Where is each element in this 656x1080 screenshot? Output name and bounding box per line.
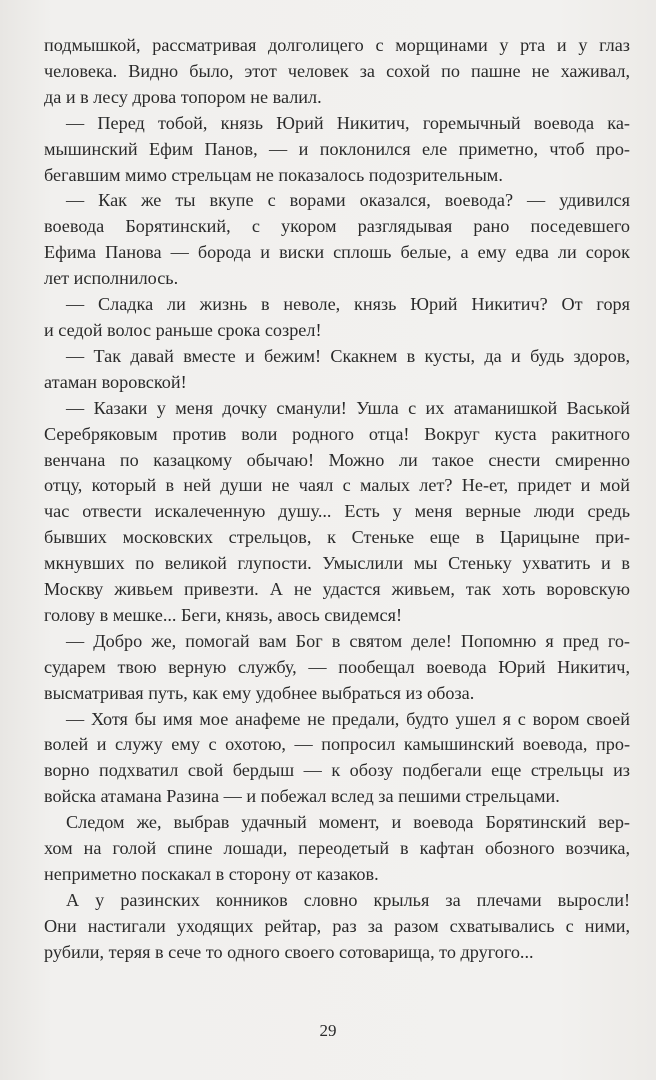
text-line: Москву живьем привезти. А не удастся живьем, так хоть воровскую xyxy=(44,579,630,600)
text-line: Они настигали уходящих рейтар, раз за разом схватывались с ними, xyxy=(44,915,630,936)
text-line: и седой волос раньше срока созрел! xyxy=(44,319,322,340)
text-line: да и в лесу дрова топором не валил. xyxy=(44,86,322,107)
text-line: рубили, теряя в сече то одного своего сотоварища, то другого... xyxy=(44,941,534,962)
text-line: час отвести искалеченную душу... Есть у меня верные люди средь xyxy=(44,501,630,522)
text-line: хом на голой спине лошади, переодетый в кафтан обозного возчика, xyxy=(44,838,630,859)
text-line: Серебряковым против воли родного отца! Вокруг куста ракитного xyxy=(44,423,630,444)
text-line: атаман воровской! xyxy=(44,371,187,392)
text-line: волей и служу ему с охотою, — попросил камышинский воевода, про- xyxy=(44,734,630,755)
text-line: воевода Борятинский, с укором разглядывая рано поседевшего xyxy=(44,216,630,237)
text-line: Следом же, выбрав удачный момент, и воевода Борятинский вер- xyxy=(66,812,630,833)
text-line: — Перед тобой, князь Юрий Никитич, горемычный воевода ка- xyxy=(66,112,630,133)
text-line: — Как же ты вкупе с ворами оказался, воевода? — удивился xyxy=(66,190,630,211)
text-line: бегавшим мимо стрельцам не показалось подозрительным. xyxy=(44,164,503,185)
text-line: бывших московских стрельцов, к Стеньке еще в Царицыне при- xyxy=(44,527,630,548)
text-line: лет исполнилось. xyxy=(44,268,179,289)
text-line: — Казаки у меня дочку сманули! Ушла с их атаманишкой Васькой xyxy=(66,397,630,418)
text-line: неприметно поскакал в сторону от казаков. xyxy=(44,864,379,884)
text-line: голову в мешке... Беги, князь, авось свидемся! xyxy=(44,604,403,625)
text-line: — Так давай вместе и бежим! Скакнем в кусты, да и будь здоров, xyxy=(66,345,630,366)
text-line: — Хотя бы имя мое анафеме не предали, будто ушел я с вором своей xyxy=(66,708,630,729)
text-line: сударем твою верную службу, — пообещал воевода Юрий Никитич, xyxy=(44,656,630,677)
text-line: войска атамана Разина — и побежал вслед за пешими стрельцами. xyxy=(44,786,560,807)
text-line: мышинский Ефим Панов, — и поклонился еле приметно, чтоб про- xyxy=(44,138,630,159)
text-line: — Добро же, помогай вам Бог в святом деле! Попомню я пред го- xyxy=(66,630,630,651)
text-line: мкнувших по великой глупости. Умыслили мы Стеньку ухватить и в xyxy=(44,553,630,574)
text-line: венчана по казацкому обычаю! Можно ли такое снести смиренно xyxy=(44,449,630,470)
text-line: ворно подхватил свой бердыш — к обозу подбегали еще стрельцы из xyxy=(44,760,630,781)
text-line: А у разинских конников словно крылья за плечами выросли! xyxy=(66,889,630,910)
text-line: — Сладка ли жизнь в неволе, князь Юрий Никитич? От горя xyxy=(66,294,630,315)
text-line: высматривая путь, как ему удобнее выбраться из обоза. xyxy=(44,682,475,703)
text-line: человека. Видно было, этот человек за сохой по пашне не хаживал, xyxy=(44,60,630,81)
page-number: 29 xyxy=(319,1021,337,1040)
text-line: подмышкой, рассматривая долголицего с морщинами у рта и у глаз xyxy=(44,35,630,55)
text-line: отцу, который в ней души не чаял с малых лет? Не-ет, придет и мой xyxy=(44,475,630,496)
body-text xyxy=(44,33,630,966)
text-line: Ефима Панова — борода и виски сплошь белые, а ему едва ли сорок xyxy=(44,242,630,263)
